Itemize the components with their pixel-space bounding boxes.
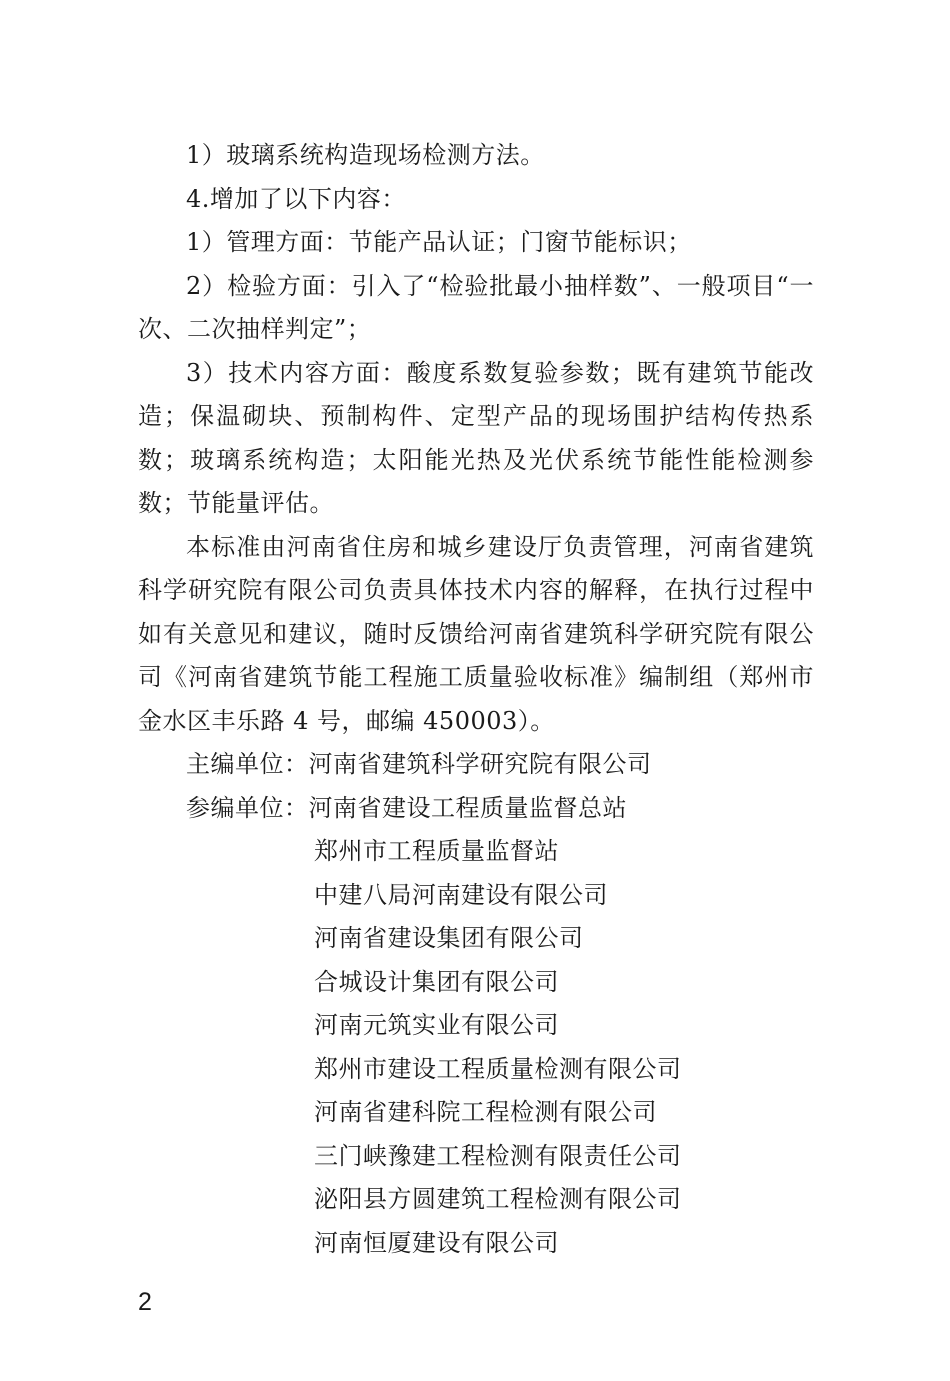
paragraph-added-heading: 4.增加了以下内容： xyxy=(186,184,406,213)
participant-first: 河南省建设工程质量监督总站 xyxy=(308,793,627,822)
participants-line xyxy=(138,787,814,831)
participant-item: 泌阳县方圆建筑工程检测有限公司 xyxy=(314,1185,682,1213)
participant-item: 中建八局河南建设有限公司 xyxy=(314,880,608,909)
participant-item: 郑州市工程质量监督站 xyxy=(314,837,559,865)
participants-list xyxy=(138,830,814,1265)
participant-item: 河南元筑实业有限公司 xyxy=(314,1011,559,1039)
chief-editor-label: 主编单位： xyxy=(186,750,309,778)
paragraph-administration: 本标准由河南省住房和城乡建设厅负责管理，河南省建筑科学研究院有限公司负责具体技术内容的解释，在执行过程中如有关意见和建议，随时反馈给河南省建筑科学研究院有限公司《河南省建筑节能工程施工质量验收标准》编制组（郑州市金水区丰乐路 4 号，邮编 450003）。 xyxy=(138,532,814,735)
participant-item: 三门峡豫建工程检测有限责任公司 xyxy=(314,1141,682,1170)
paragraph-inspection: 2）检验方面：引入了“检验批最小抽样数”、一般项目“一次、二次抽样判定”； xyxy=(138,271,814,343)
participants-label: 参编单位： xyxy=(186,793,309,822)
participant-item: 河南省建科院工程检测有限公司 xyxy=(314,1098,657,1126)
chief-editor-line xyxy=(138,743,814,787)
participant-item: 合城设计集团有限公司 xyxy=(314,967,559,996)
participant-item: 河南恒厦建设有限公司 xyxy=(314,1228,559,1257)
paragraph-management: 1）管理方面：节能产品认证；门窗节能标识； xyxy=(186,228,692,256)
page-content xyxy=(138,134,814,1265)
participant-item: 郑州市建设工程质量检测有限公司 xyxy=(314,1054,682,1083)
paragraph-technical: 3）技术内容方面：酸度系数复验参数；既有建筑节能改造；保温砌块、预制构件、定型产品的现场围护结构传热系数；玻璃系统构造；太阳能光热及光伏系统节能性能检测参数；节能量评估。 xyxy=(138,358,814,517)
page-number: 2 xyxy=(138,1288,152,1316)
chief-editor-value: 河南省建筑科学研究院有限公司 xyxy=(308,750,652,778)
paragraph-glass-method: 1）玻璃系统构造现场检测方法。 xyxy=(186,141,545,169)
participant-item: 河南省建设集团有限公司 xyxy=(314,924,584,952)
